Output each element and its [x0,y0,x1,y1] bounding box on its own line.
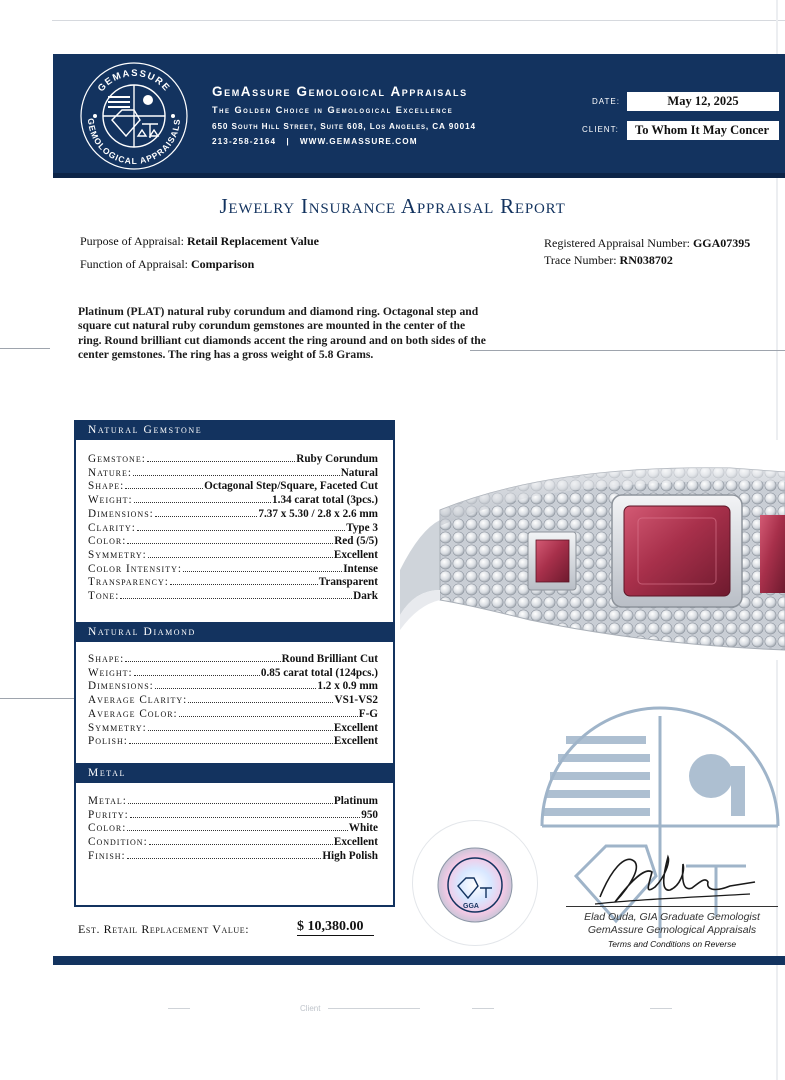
diamond-spec-row [88,722,378,736]
dot-leader [148,557,333,558]
spec-value: Dark [353,590,378,602]
estimate-label: Est. Retail Replacement Value: [78,922,250,936]
scan-line [470,350,785,351]
appraiser-credits [566,911,778,937]
spec-value: Natural [340,466,378,479]
dot-leader [127,858,322,859]
signature-line [566,906,778,907]
ring-photo [400,440,785,660]
gemstone-spec-row [88,576,378,590]
dot-leader [127,830,347,831]
purpose-value: Retail Replacement Value [187,234,319,248]
appraiser-signature [590,842,760,912]
date-label: DATE: [592,97,620,106]
spec-value: Type 3 [346,521,378,534]
company-name: GemAssure Gemological Appraisals [212,84,468,99]
dot-leader [149,844,333,845]
footer-band [53,956,785,965]
spec-label: Color: [88,535,127,548]
function-label: Function of Appraisal: [80,257,188,271]
spec-value: Ruby Corundum [296,453,378,465]
hologram-seal [436,846,514,924]
date-field: May 12, 2025 [627,92,779,111]
gemstone-spec-row [88,494,378,508]
spec-label: Dimensions: [88,680,154,693]
spec-label: Purity: [88,808,129,821]
spec-label: Clarity: [88,521,136,534]
terms-note: Terms and Conditions on Reverse [607,939,737,949]
spec-label: Metal: [88,795,127,807]
spec-value: F-G [358,707,378,720]
spec-label: Shape: [88,480,125,493]
footer-mark [328,1008,420,1009]
function-value: Comparison [191,257,255,271]
metal-spec-row [88,795,378,809]
spec-value: Excellent [333,735,378,748]
purpose-line [80,234,319,249]
dot-leader [155,516,258,517]
scan-line [0,348,50,349]
svg-text:GEMASSURE: GEMASSURE [95,67,173,95]
gemstone-spec-row [88,480,378,494]
footer-faint-text: Client [300,1004,321,1013]
purpose-label: Purpose of Appraisal: [80,234,184,248]
scan-line [0,698,74,699]
company-phone: 213-258-2164 [212,137,277,146]
spec-value: VS1-VS2 [334,694,378,707]
company-seal-logo [78,60,190,172]
spec-label: Polish: [88,735,128,748]
company-tagline: The Golden Choice in Gemological Excellence [212,105,454,115]
spec-label: Shape: [88,653,125,665]
trace-value: RN038702 [619,253,673,267]
item-description: Platinum (PLAT) natural ruby corundum and diamond ring. Octagonal step and square cut natural ruby corundum gemstones are mounted in the center of the ring. Round brilliant cut diamonds accent the ring around and on both sides of the center gemstones. The ring has a gross weight of 5.8 Grams. [78,305,486,362]
report-title: Jewelry Insurance Appraisal Report [219,194,566,218]
spec-value: Red (5/5) [334,535,378,548]
dot-leader [133,475,340,476]
spec-label: Weight: [88,494,133,507]
spec-value: Platinum [333,795,378,807]
spec-label: Tone: [88,590,120,602]
appraiser-name: Elad Ouda, GIA Graduate Gemologist [584,911,760,923]
spec-value: 1.34 carat total (3pcs.) [272,494,378,507]
dot-leader [134,675,260,676]
spec-label: Average Color: [88,707,178,720]
diamond-spec-row [88,667,378,681]
dot-leader [188,702,333,703]
dot-leader [137,530,345,531]
trace-label: Trace Number: [544,253,617,267]
appraiser-company: GemAssure Gemological Appraisals [587,924,757,936]
gemstone-spec-row [88,563,378,577]
dot-leader [179,716,358,717]
spec-value: Transparent [318,576,378,589]
diamond-spec-row [88,694,378,708]
metal-spec-row [88,836,378,850]
estimate-amount: $ 10,380.00 [297,919,374,936]
dot-leader [120,598,352,599]
spec-label: Finish: [88,849,126,862]
svg-text:GEMOLOGICAL APPRAISALS: GEMOLOGICAL APPRAISALS [85,117,183,167]
spec-value: 1.2 x 0.9 mm [317,680,378,693]
diamond-spec-row [88,708,378,722]
spec-label: Dimensions: [88,507,154,520]
dot-leader [128,803,333,804]
metal-spec-row [88,809,378,823]
hologram-text: GGA [463,903,479,910]
dot-leader [170,584,318,585]
dot-leader [155,688,317,689]
dot-leader [183,571,342,572]
diamond-spec-row [88,680,378,694]
diamond-spec-row [88,735,378,749]
spec-value: High Polish [322,849,378,862]
dot-leader [147,461,295,462]
spec-value: Excellent [333,836,378,849]
spec-label: Transparency: [88,576,169,589]
metal-spec-row [88,822,378,836]
section-header-metal: Metal [74,763,395,783]
gemstone-spec-row [88,453,378,467]
spec-label: Symmetry: [88,721,147,734]
gemstone-spec-row [88,549,378,563]
gemstone-spec-row [88,522,378,536]
gemstone-spec-row [88,535,378,549]
metal-spec-row [88,850,378,864]
function-line [80,257,254,272]
registered-line [544,236,750,251]
spec-label: Color Intensity: [88,562,182,575]
spec-label: Color: [88,822,127,835]
dot-leader [125,661,280,662]
gemstone-spec-row [88,467,378,481]
spec-value: Intense [343,562,378,575]
diamond-spec-row [88,653,378,667]
spec-label: Condition: [88,836,148,849]
spec-value: White [348,822,378,835]
dot-leader [148,730,333,731]
registered-label: Registered Appraisal Number: [544,236,690,250]
contact-separator: | [279,137,297,146]
gemstone-spec-row [88,590,378,604]
client-field: To Whom It May Concer [627,121,779,140]
spec-value: Excellent [333,548,378,561]
registered-value: GGA07395 [692,236,751,250]
dot-leader [130,817,360,818]
section-header-gemstone: Natural Gemstone [74,420,395,440]
footer-mark [168,1008,190,1009]
dot-leader [129,743,333,744]
company-address: 650 South Hill Street, Suite 608, Los Angeles, CA 90014 [212,122,476,131]
spec-value: 0.85 carat total (124pcs.) [260,666,378,679]
spec-value: 7.37 x 5.30 / 2.8 x 2.6 mm [258,507,378,520]
dot-leader [125,488,203,489]
gemstone-spec-row [88,508,378,522]
company-contact [212,137,418,146]
client-label: CLIENT: [582,125,619,134]
footer-mark [472,1008,494,1009]
section-header-diamond: Natural Diamond [74,622,395,642]
spec-label: Nature: [88,466,132,479]
spec-value: 950 [361,808,378,821]
spec-value: Excellent [333,721,378,734]
spec-label: Weight: [88,666,133,679]
spec-value: Round Brilliant Cut [281,653,378,665]
company-website: WWW.GEMASSURE.COM [299,137,418,146]
footer-mark [650,1008,672,1009]
trace-line [544,253,673,268]
top-divider [52,20,785,21]
dot-leader [134,502,271,503]
spec-label: Average Clarity: [88,694,188,707]
dot-leader [127,543,333,544]
spec-label: Gemstone: [88,453,146,465]
spec-label: Symmetry: [88,548,147,561]
spec-value: Octagonal Step/Square, Faceted Cut [204,480,378,493]
